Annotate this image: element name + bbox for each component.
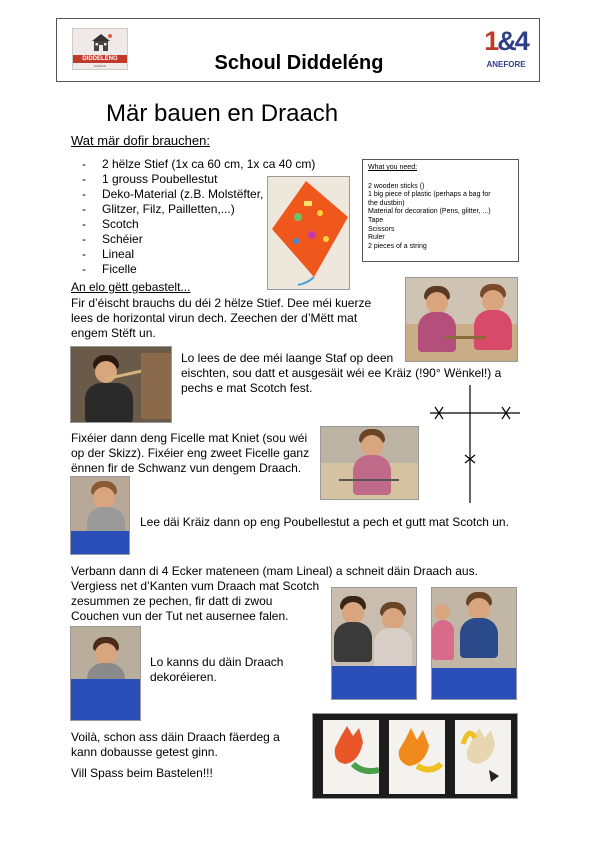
english-box-line: the dustbin) xyxy=(368,199,405,207)
list-item: - Scotch xyxy=(82,217,315,232)
materials-heading: Wat mär dofir brauchen: xyxy=(71,133,210,148)
list-item: - Glitzer, Filz, Pailletten,...) xyxy=(82,202,315,217)
text-line: Voilà, schon ass däin Draach fäerdeg a xyxy=(71,730,280,744)
text-line: ënnen fir de Schwanz vun dengem Draach. xyxy=(71,461,302,475)
school-title: Schoul Diddeléng xyxy=(214,52,384,74)
kite-image xyxy=(268,177,350,290)
step-3-photo xyxy=(320,426,419,500)
decorated-kite-photo xyxy=(267,176,350,290)
text-line: eischten, sou datt et ausgesäit wéi ee Kräiz (!90° Wënkel!) a xyxy=(181,366,502,380)
english-box-line: 2 wooden sticks () xyxy=(368,182,425,190)
english-box-line: Ruler xyxy=(368,234,385,242)
text-line: Fir d’éischt brauchs du déi 2 hëlze Stief. Dee méi kuerze xyxy=(71,296,372,310)
final-text: Vill Spass beim Bastelen!!! xyxy=(71,766,213,780)
text-line: Vergiess net d’Kanten vum Draach mat Scotch xyxy=(71,579,320,593)
list-item: - Lineal xyxy=(82,247,315,262)
step-1-photo xyxy=(405,277,518,362)
english-box-line: Material for decoration (Pens, glitter, ...) xyxy=(368,208,491,216)
step-5-photo-right xyxy=(431,587,517,700)
list-item: - 1 grouss Poubellestut xyxy=(82,172,315,187)
list-item: - Ficelle xyxy=(82,262,315,277)
text-line: Verbann dann di 4 Ecker mateneen (mam Lineal) a schneit däin Draach aus. xyxy=(71,564,478,578)
text-line: Fixéier dann deng Ficelle mat Kniet (sou wéi xyxy=(71,431,308,445)
text-line: lees de horizontal virun dech. Zeechen der d’Mëtt mat xyxy=(71,311,358,325)
text-line: dekoréieren. xyxy=(150,670,217,684)
english-box-line: 1 big piece of plastic (perhaps a bag for xyxy=(368,191,491,199)
text-line: Lo lees de dee méi laange Staf op deen xyxy=(181,351,394,365)
step-6-text xyxy=(150,655,283,685)
english-box-line: Scissors xyxy=(368,225,395,233)
cross-sketch xyxy=(428,385,524,505)
school-logo-sub: SCHOUL xyxy=(93,64,107,68)
text-line: engem Stëft un. xyxy=(71,326,156,340)
school-logo-label: DIDDELÉNG xyxy=(73,55,127,63)
text-line: op der Skizz). Fixéier eng zweet Ficelle ganz xyxy=(71,446,310,460)
list-item: - Schéier xyxy=(82,232,315,247)
step-6-photo xyxy=(70,626,141,721)
step-5-photo-left xyxy=(331,587,417,700)
step-4-text: Lee däi Kräiz dann op eng Poubellestut a pech et gutt mat Scotch un. xyxy=(140,515,509,529)
page-title: Mär bauen en Draach xyxy=(106,100,339,127)
english-box-line: 2 pieces of a string xyxy=(368,242,427,250)
list-item: - Deko-Material (z.B. Molstëfter, xyxy=(82,187,315,202)
step-4-photo xyxy=(70,476,130,555)
step-3-text xyxy=(71,431,309,476)
finished-kites-photo xyxy=(312,713,518,799)
anefore-logo-mark: 1&4 xyxy=(484,26,528,56)
step-2-photo xyxy=(70,346,172,423)
text-line: Couchen vun der Tut net ausernee falen. xyxy=(71,609,289,623)
page-header xyxy=(56,18,540,82)
anefore-logo-name: ANEFORE xyxy=(486,60,526,69)
anefore-logo xyxy=(481,25,531,77)
text-line: Lo kanns du däin Draach xyxy=(150,655,284,669)
closing-text xyxy=(71,730,280,760)
text-line: kann dobausse getest ginn. xyxy=(71,745,218,759)
school-building-icon xyxy=(90,33,112,51)
english-box-line: Tape xyxy=(368,216,384,224)
step-1-text xyxy=(71,296,371,341)
english-box-heading: What you need: xyxy=(368,164,418,171)
finished-kites-image xyxy=(313,714,518,799)
list-item: - 2 hëlze Stief (1x ca 60 cm, 1x ca 40 cm) xyxy=(82,157,315,172)
english-materials-box xyxy=(362,159,519,262)
text-line: pechs e mat Scotch fest. xyxy=(181,381,313,395)
text-line: zesummen ze pechen, fir datt di zwou xyxy=(71,594,273,608)
steps-heading: An elo gëtt gebastelt... xyxy=(71,280,191,294)
